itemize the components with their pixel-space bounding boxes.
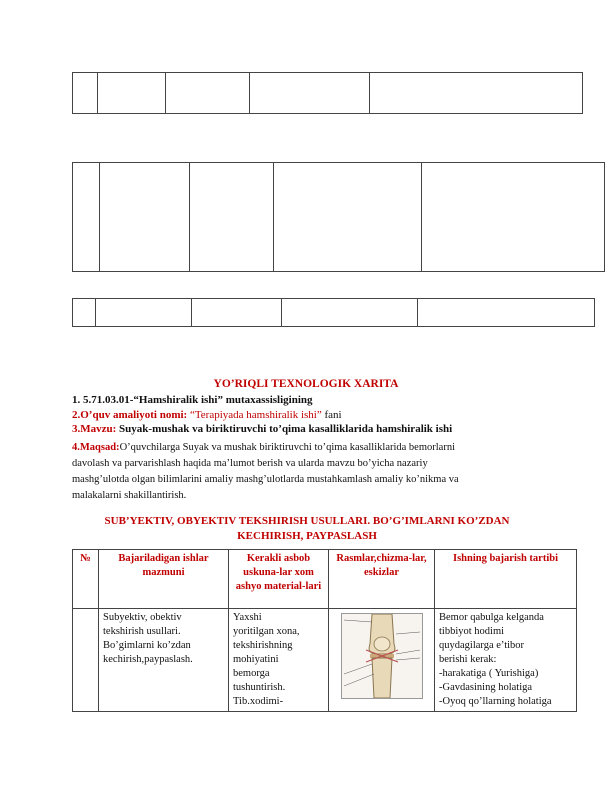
empty-table-2	[72, 162, 605, 272]
goal-text-1: O’quvchilarga Suyak va mushak biriktiruvchi to’qima kasalliklarida bemorlarni	[119, 442, 455, 453]
practice-value-text: “Terapiyada hamshiralik ishi”	[187, 409, 322, 421]
section-heading-line1: SUB’YEKTIV, OBYEKTIV TEKSHIRISH USULLARI. BO’G’IMLARNI KO’ZDAN	[104, 515, 510, 527]
specialty-label: 1. 5.71.03.01-“Hamshiralik ishi” mutaxassisligining	[72, 394, 313, 406]
tools-line: Tib.xodimi-	[233, 696, 284, 707]
practice-label: 2.O’quv amaliyoti nomi:	[72, 409, 188, 421]
practice-suffix: fani	[321, 409, 342, 421]
empty-table-3	[72, 298, 595, 327]
table-row	[73, 609, 577, 712]
tools-line: yoritilgan xona,	[233, 626, 300, 637]
header-order: Ishning bajarish tartibi	[435, 550, 577, 609]
goal-label: 4.Maqsad:	[72, 442, 120, 453]
specialty-line	[72, 394, 313, 407]
order-line: tibbiyot hodimi	[439, 626, 505, 637]
header-work: Bajariladigan ishlar mazmuni	[99, 550, 229, 609]
tools-line: Yaxshi	[233, 612, 262, 623]
row-order-cell	[435, 609, 577, 712]
order-line: -harakatiga ( Yurishiga)	[439, 668, 539, 679]
header-images: Rasmlar,chizma-lar, eskizlar	[329, 550, 435, 609]
goal-text-3: mashg’ulotda olgan bilimlarini amaliy mashg’ulotlarda mustahkamlash amaliy ko’nikma va	[72, 474, 459, 485]
header-tools: Kerakli asbob uskuna-lar xom ashyo material-lari	[229, 550, 329, 609]
goal-text-4: malakalarni shakillantirish.	[72, 490, 187, 501]
practice-value	[187, 409, 322, 421]
section-heading	[72, 514, 542, 544]
order-line: berishi kerak:	[439, 654, 497, 665]
tools-line: tushuntirish.	[233, 682, 286, 693]
document-title: YO’RIQLI TEXNOLOGIK XARITA	[213, 378, 399, 390]
topic-line	[72, 423, 452, 436]
row-tools-cell	[229, 609, 329, 712]
topic-label: 3.Mavzu:	[72, 423, 117, 435]
row-image-cell	[329, 609, 435, 712]
tools-line: bemorga	[233, 668, 270, 679]
table-header-row	[73, 550, 577, 609]
topic-value: Suyak-mushak va biriktiruvchi to’qima kasalliklarida hamshiralik ishi	[116, 423, 453, 435]
empty-table-1	[72, 72, 583, 114]
goal-paragraph	[72, 440, 542, 504]
order-line: Bemor qabulga kelganda	[439, 612, 544, 623]
order-line: -Gavdasining holatiga	[439, 682, 533, 693]
tech-map-table	[72, 549, 577, 712]
order-line: quydagilarga e’tibor	[439, 640, 525, 651]
order-line: -Oyoq qo’llarning holatiga	[439, 696, 552, 707]
knee-joint-illustration	[341, 613, 423, 699]
practice-line	[72, 409, 342, 422]
tools-line: mohiyatini	[233, 654, 279, 665]
section-heading-line2: KECHIRISH, PAYPASLASH	[237, 530, 377, 542]
row-work-cell: Subyektiv, obektiv tekshirish usullari. Bo’gimlarni ko’zdan kechirish,paypaslash.	[99, 609, 229, 712]
goal-text-2: davolash va parvarishlash haqida ma’lumot berish va ularda mavzu bo’yicha nazariy	[72, 458, 428, 469]
tools-line: tekshirishning	[233, 640, 293, 651]
row-number-cell	[73, 609, 99, 712]
header-number: №	[73, 550, 99, 609]
